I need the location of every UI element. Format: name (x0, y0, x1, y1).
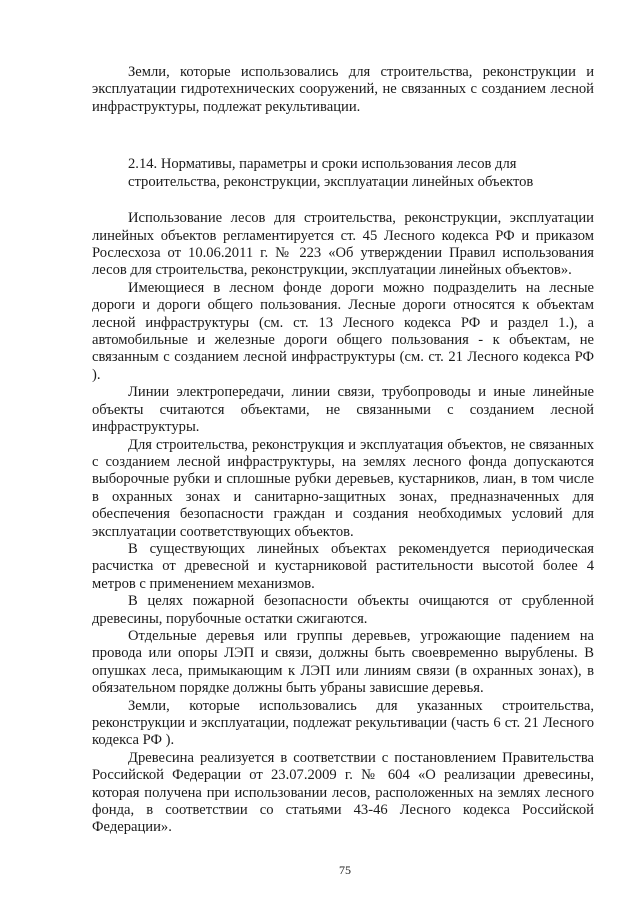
section-heading: 2.14. Нормативы, параметры и сроки использования лесов для строительства, реконструкции, эксплуатации линейных объектов (128, 156, 534, 191)
paragraph-4: Для строительства, реконструкция и эксплуатация объектов, не связанных с созданием лесной инфраструктуры, на землях лесного фонда допускаются выборочные рубки и сплошные рубки деревьев, кустарников, лиан, в том числе в охранных зонах и санитарно-защитных зонах, предназначенных для обеспечения безопасности граждан и создания необходимых условий для эксплуатации соответствующих объектов. (92, 436, 594, 540)
paragraph-9: Древесина реализуется в соответствии с постановлением Правительства Российской Федерации от 23.07.2009 г. № 604 «О реализации древесины, которая получена при использовании лесов, расположенных на землях лесного фонда, в соответствии со статьями 43-46 Лесного кодекса Российской Федерации». (92, 749, 594, 836)
paragraph-7: Отдельные деревья или группы деревьев, угрожающие падением на провода или опоры ЛЭП и связи, должны быть своевременно вырублены. В опушках леса, примыкающим к ЛЭП или линиям связи (в охранных зонах), в обязательном порядке должны быть убраны зависшие деревья. (92, 627, 594, 697)
paragraph-2: Имеющиеся в лесном фонде дороги можно подразделить на лесные дороги и дороги общего пользования. Лесные дороги относятся к объектам лесной инфраструктуры (см. ст. 13 Лесного кодекса РФ и раздел 1.), а автомобильные и железные дороги общего пользования - к объектам, не связанным с созданием лесной инфраструктуры (см. ст. 21 Лесного кодекса РФ ). (92, 279, 594, 383)
paragraph-8: Земли, которые использовались для указанных строительства, реконструкции и эксплуатации, подлежат рекультивации (часть 6 ст. 21 Лесного кодекса РФ ). (92, 697, 594, 749)
paragraph-6: В целях пожарной безопасности объекты очищаются от срубленной древесины, порубочные остатки сжигаются. (92, 593, 594, 627)
paragraph-3: Линии электропередачи, линии связи, трубопроводы и иные линейные объекты считаются объектами, не связанными с созданием лесной инфраструктуры. (92, 384, 594, 436)
paragraph-1: Использование лесов для строительства, реконструкции, эксплуатации линейных объектов регламентируется ст. 45 Лесного кодекса РФ и приказом Рослесхоза от 10.06.2011 г. № 223 «Об утверждении Правил использования лесов для строительства, реконструкции, эксплуатации линейных объектов». (92, 210, 594, 279)
intro-paragraph: Земли, которые использовались для строительства, реконструкции и эксплуатации гидротехнических сооружений, не связанных с созданием лесной инфраструктуры, подлежат рекультивации. (92, 64, 594, 115)
paragraph-5: В существующих линейных объектах рекомендуется периодическая расчистка от древесной и кустарниковой растительности высотой более 4 метров с применением механизмов. (92, 540, 594, 592)
section-body (92, 210, 594, 837)
page-number: 75 (339, 863, 351, 877)
